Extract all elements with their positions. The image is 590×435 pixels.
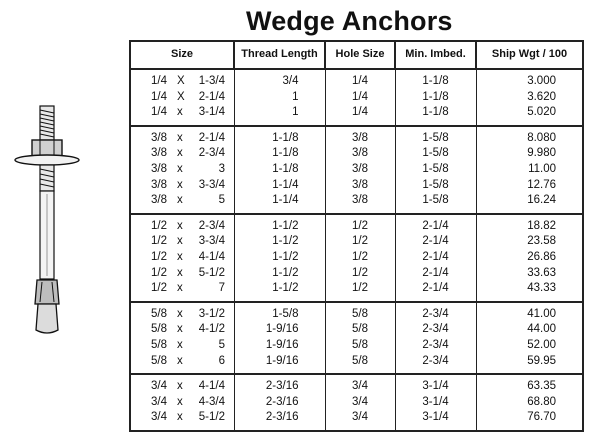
table-row xyxy=(130,234,583,250)
wedge-anchor-spec-table xyxy=(129,40,584,432)
hole-size-cell: 1/4 xyxy=(325,105,395,126)
hole-size-cell: 1/2 xyxy=(325,266,395,282)
size-separator: X xyxy=(177,90,185,103)
size-diameter: 3/8 xyxy=(151,131,167,144)
ship-weight-cell: 68.80 xyxy=(476,395,583,411)
thread-length-cell: 1-5/8 xyxy=(234,302,325,323)
ship-weight-cell: 8.080 xyxy=(476,126,583,147)
ship-weight-cell: 76.70 xyxy=(476,410,583,431)
ship-weight-cell: 16.24 xyxy=(476,193,583,214)
hole-size-cell: 1/2 xyxy=(325,214,395,235)
table-row xyxy=(130,105,583,126)
size-diameter: 1/2 xyxy=(151,219,167,232)
size-separator: x xyxy=(177,106,183,119)
hole-size-cell: 3/8 xyxy=(325,162,395,178)
size-length: 2-3/4 xyxy=(198,219,225,232)
column-header-thread-length: Thread Length xyxy=(234,41,325,69)
min-imbed-cell: 2-3/4 xyxy=(395,338,476,354)
min-imbed-cell: 2-3/4 xyxy=(395,302,476,323)
min-imbed-cell: 1-5/8 xyxy=(395,126,476,147)
table-row xyxy=(130,266,583,282)
thread-length-cell: 2-3/16 xyxy=(234,395,325,411)
hole-size-cell: 1/2 xyxy=(325,250,395,266)
size-diameter: 1/2 xyxy=(151,235,167,248)
thread-length-cell: 1-1/2 xyxy=(234,234,325,250)
size-cell xyxy=(130,234,234,250)
min-imbed-cell: 1-1/8 xyxy=(395,90,476,106)
size-cell xyxy=(130,178,234,194)
thread-length-cell: 1-1/2 xyxy=(234,250,325,266)
size-group-1-4 xyxy=(130,69,583,126)
size-separator: x xyxy=(177,282,183,295)
size-separator: x xyxy=(177,235,183,248)
size-separator: X xyxy=(177,75,185,87)
hole-size-cell: 1/2 xyxy=(325,281,395,302)
table-row xyxy=(130,90,583,106)
size-cell xyxy=(130,281,234,302)
hole-size-cell: 1/4 xyxy=(325,90,395,106)
thread-length-cell: 1-9/16 xyxy=(234,354,325,375)
ship-weight-cell: 18.82 xyxy=(476,214,583,235)
size-length: 3 xyxy=(218,162,225,175)
size-group-1-2 xyxy=(130,214,583,302)
size-diameter: 1/2 xyxy=(151,282,167,295)
size-length: 4-3/4 xyxy=(198,395,225,408)
size-cell xyxy=(130,146,234,162)
hole-size-cell: 3/8 xyxy=(325,193,395,214)
size-length: 1-3/4 xyxy=(198,75,225,87)
table-row xyxy=(130,322,583,338)
size-diameter: 1/4 xyxy=(151,90,167,103)
size-length: 2-1/4 xyxy=(198,131,225,144)
min-imbed-cell: 2-1/4 xyxy=(395,266,476,282)
min-imbed-cell: 1-5/8 xyxy=(395,162,476,178)
thread-length-cell: 1-1/8 xyxy=(234,126,325,147)
min-imbed-cell: 2-3/4 xyxy=(395,322,476,338)
size-length: 3-1/4 xyxy=(198,106,225,119)
size-length: 5 xyxy=(218,338,225,351)
hole-size-cell: 3/8 xyxy=(325,178,395,194)
size-separator: x xyxy=(177,162,183,175)
ship-weight-cell: 44.00 xyxy=(476,322,583,338)
min-imbed-cell: 2-1/4 xyxy=(395,234,476,250)
table-row xyxy=(130,178,583,194)
page-title: Wedge Anchors xyxy=(246,6,453,36)
hole-size-cell: 3/4 xyxy=(325,395,395,411)
ship-weight-cell: 59.95 xyxy=(476,354,583,375)
size-separator: x xyxy=(177,323,183,336)
size-group-5-8 xyxy=(130,302,583,374)
hole-size-cell: 3/4 xyxy=(325,410,395,431)
size-cell xyxy=(130,105,234,126)
size-cell xyxy=(130,250,234,266)
size-length: 2-3/4 xyxy=(198,147,225,160)
table-row xyxy=(130,146,583,162)
size-length: 5 xyxy=(218,194,225,207)
table-row xyxy=(130,193,583,214)
hole-size-cell: 1/2 xyxy=(325,234,395,250)
size-separator: x xyxy=(177,380,183,393)
min-imbed-cell: 2-1/4 xyxy=(395,250,476,266)
size-cell xyxy=(130,374,234,395)
thread-length-cell: 1-1/2 xyxy=(234,281,325,302)
hole-size-cell: 3/8 xyxy=(325,126,395,147)
size-diameter: 3/8 xyxy=(151,147,167,160)
size-cell xyxy=(130,69,234,90)
ship-weight-cell: 26.86 xyxy=(476,250,583,266)
size-diameter: 3/4 xyxy=(151,380,167,393)
size-diameter: 3/8 xyxy=(151,162,167,175)
min-imbed-cell: 3-1/4 xyxy=(395,395,476,411)
thread-length-cell: 1-1/4 xyxy=(234,178,325,194)
size-cell xyxy=(130,193,234,214)
size-diameter: 3/4 xyxy=(151,411,167,424)
size-cell xyxy=(130,410,234,431)
size-separator: x xyxy=(177,338,183,351)
thread-length-cell: 2-3/16 xyxy=(234,374,325,395)
size-diameter: 5/8 xyxy=(151,307,167,320)
size-diameter: 5/8 xyxy=(151,323,167,336)
ship-weight-cell: 52.00 xyxy=(476,338,583,354)
size-cell xyxy=(130,126,234,147)
size-length: 2-1/4 xyxy=(198,90,225,103)
size-length: 4-1/2 xyxy=(198,323,225,336)
min-imbed-cell: 2-3/4 xyxy=(395,354,476,375)
table-row xyxy=(130,126,583,147)
table-row xyxy=(130,354,583,375)
min-imbed-cell: 1-5/8 xyxy=(395,193,476,214)
ship-weight-cell: 12.76 xyxy=(476,178,583,194)
size-length: 6 xyxy=(218,354,225,367)
size-separator: x xyxy=(177,219,183,232)
size-group-3-8 xyxy=(130,126,583,214)
thread-length-cell: 3/4 xyxy=(234,69,325,90)
table-row xyxy=(130,162,583,178)
size-separator: x xyxy=(177,411,183,424)
column-header-hole-size: Hole Size xyxy=(325,41,395,69)
size-separator: x xyxy=(177,307,183,320)
thread-length-cell: 2-3/16 xyxy=(234,410,325,431)
hole-size-cell: 5/8 xyxy=(325,354,395,375)
size-diameter: 1/2 xyxy=(151,266,167,279)
ship-weight-cell: 41.00 xyxy=(476,302,583,323)
size-length: 3-3/4 xyxy=(198,235,225,248)
thread-length-cell: 1-9/16 xyxy=(234,338,325,354)
hole-size-cell: 3/8 xyxy=(325,146,395,162)
size-diameter: 1/4 xyxy=(151,75,167,87)
min-imbed-cell: 2-1/4 xyxy=(395,281,476,302)
size-diameter: 3/4 xyxy=(151,395,167,408)
min-imbed-cell: 2-1/4 xyxy=(395,214,476,235)
size-separator: x xyxy=(177,266,183,279)
ship-weight-cell: 63.35 xyxy=(476,374,583,395)
size-separator: x xyxy=(177,250,183,263)
size-separator: x xyxy=(177,147,183,160)
size-length: 3-1/2 xyxy=(198,307,225,320)
hole-size-cell: 1/4 xyxy=(325,69,395,90)
thread-length-cell: 1-1/4 xyxy=(234,193,325,214)
wedge-anchor-bolt-icon xyxy=(6,104,86,344)
table-row xyxy=(130,302,583,323)
min-imbed-cell: 1-5/8 xyxy=(395,178,476,194)
size-cell xyxy=(130,322,234,338)
hole-size-cell: 3/4 xyxy=(325,374,395,395)
ship-weight-cell: 9.980 xyxy=(476,146,583,162)
min-imbed-cell: 3-1/4 xyxy=(395,410,476,431)
size-separator: x xyxy=(177,395,183,408)
size-diameter: 5/8 xyxy=(151,354,167,367)
size-length: 7 xyxy=(218,282,225,295)
min-imbed-cell: 1-1/8 xyxy=(395,69,476,90)
min-imbed-cell: 1-1/8 xyxy=(395,105,476,126)
size-length: 3-3/4 xyxy=(198,178,225,191)
table-row xyxy=(130,214,583,235)
thread-length-cell: 1-1/2 xyxy=(234,214,325,235)
ship-weight-cell: 5.020 xyxy=(476,105,583,126)
ship-weight-cell: 3.000 xyxy=(476,69,583,90)
hole-size-cell: 5/8 xyxy=(325,338,395,354)
size-length: 5-1/2 xyxy=(198,266,225,279)
column-header-ship-weight: Ship Wgt / 100 xyxy=(476,41,583,69)
table-row xyxy=(130,281,583,302)
table-row xyxy=(130,374,583,395)
size-cell xyxy=(130,354,234,375)
min-imbed-cell: 3-1/4 xyxy=(395,374,476,395)
table-row xyxy=(130,69,583,90)
size-diameter: 3/8 xyxy=(151,178,167,191)
ship-weight-cell: 43.33 xyxy=(476,281,583,302)
size-cell xyxy=(130,90,234,106)
hole-size-cell: 5/8 xyxy=(325,302,395,323)
thread-length-cell: 1-1/8 xyxy=(234,162,325,178)
size-diameter: 1/2 xyxy=(151,250,167,263)
column-header-size: Size xyxy=(130,41,234,69)
thread-length-cell: 1 xyxy=(234,90,325,106)
ship-weight-cell: 11.00 xyxy=(476,162,583,178)
table-row xyxy=(130,250,583,266)
table-row xyxy=(130,410,583,431)
size-cell xyxy=(130,266,234,282)
size-diameter: 1/4 xyxy=(151,106,167,119)
size-length: 4-1/4 xyxy=(198,380,225,393)
size-diameter: 3/8 xyxy=(151,194,167,207)
ship-weight-cell: 33.63 xyxy=(476,266,583,282)
size-cell xyxy=(130,214,234,235)
size-cell xyxy=(130,395,234,411)
table-row xyxy=(130,338,583,354)
hole-size-cell: 5/8 xyxy=(325,322,395,338)
size-cell xyxy=(130,338,234,354)
thread-length-cell: 1 xyxy=(234,105,325,126)
table-row xyxy=(130,395,583,411)
size-separator: x xyxy=(177,194,183,207)
thread-length-cell: 1-1/2 xyxy=(234,266,325,282)
column-header-min-imbed: Min. Imbed. xyxy=(395,41,476,69)
size-group-3-4 xyxy=(130,374,583,431)
size-cell xyxy=(130,302,234,323)
min-imbed-cell: 1-5/8 xyxy=(395,146,476,162)
size-diameter: 5/8 xyxy=(151,338,167,351)
size-cell xyxy=(130,162,234,178)
ship-weight-cell: 23.58 xyxy=(476,234,583,250)
table-header xyxy=(130,41,583,69)
size-separator: x xyxy=(177,131,183,144)
size-length: 5-1/2 xyxy=(198,411,225,424)
thread-length-cell: 1-9/16 xyxy=(234,322,325,338)
ship-weight-cell: 3.620 xyxy=(476,90,583,106)
size-length: 4-1/4 xyxy=(198,250,225,263)
size-separator: x xyxy=(177,354,183,367)
size-separator: x xyxy=(177,178,183,191)
thread-length-cell: 1-1/8 xyxy=(234,146,325,162)
